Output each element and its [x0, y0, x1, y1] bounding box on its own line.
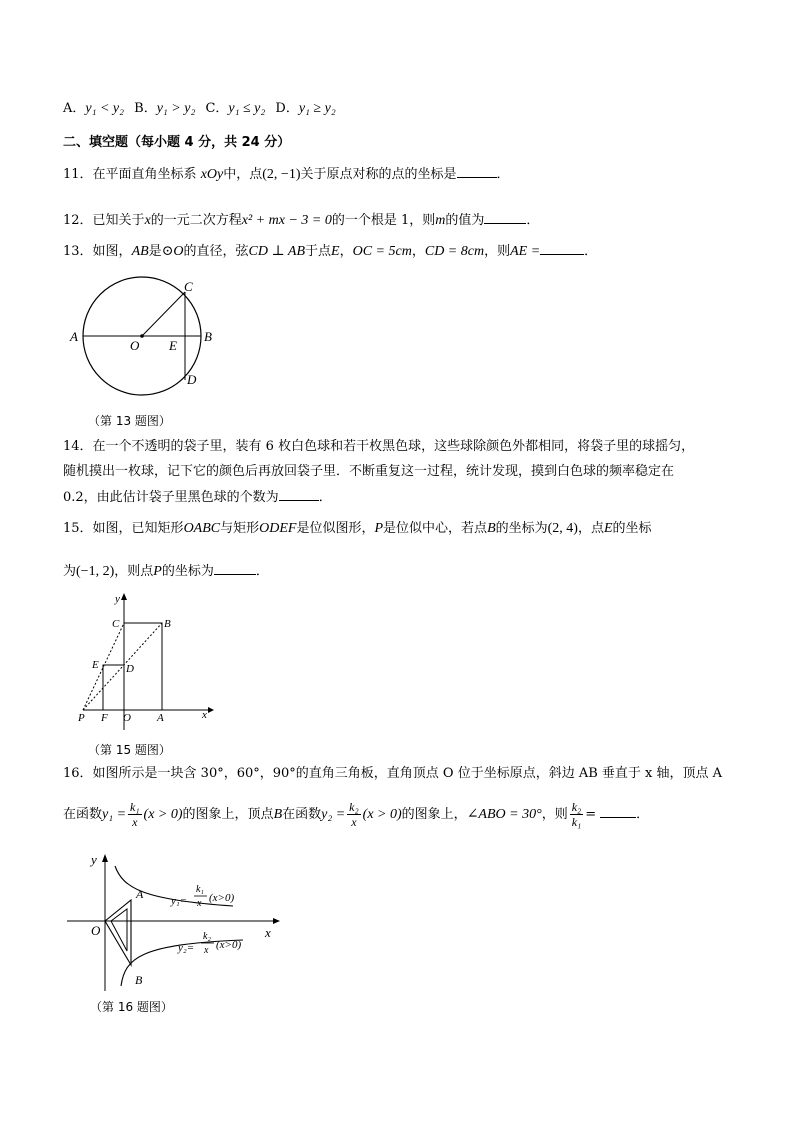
formula-cond-1: (x>0) — [209, 892, 235, 904]
q16-text: 在函数 — [282, 807, 322, 822]
q13-number: 13． — [63, 244, 93, 259]
q15-e: E — [603, 521, 613, 536]
y-axis-arrow — [121, 593, 127, 600]
option-b-label: B． — [134, 101, 157, 116]
figure-15-caption: （第 15 题图） — [88, 743, 171, 757]
formula-y1: y₁= — [171, 895, 188, 907]
q15-b: B — [487, 521, 496, 536]
q16-text: 在函数 — [63, 807, 103, 822]
q13-circle: ⊙O — [161, 244, 184, 259]
formula-k2: k₂ — [203, 931, 211, 942]
q16-y1: y₁ = — [102, 807, 127, 822]
q16-k1: k₁ — [130, 800, 140, 814]
q15-text: 的坐标 — [612, 521, 652, 536]
q13-text: 是 — [148, 244, 162, 259]
label-x: x — [202, 709, 207, 721]
q15-text: 如图，已知矩形 — [92, 521, 184, 536]
q16-k2: k₂ — [349, 800, 359, 814]
q15-text: ，则点 — [114, 564, 154, 579]
q15-b-coord: (2, 4) — [547, 521, 578, 536]
figure-13-caption: （第 13 题图） — [88, 414, 171, 428]
q15-p: P — [153, 564, 162, 579]
q15-text: 是位似图形， — [296, 521, 375, 536]
question-16-line-2 — [63, 800, 649, 830]
answer-blank[interactable] — [484, 211, 526, 224]
figure-15-rectangles — [68, 590, 218, 735]
q16-condition: (x > 0) — [143, 807, 183, 822]
label-b: B — [135, 973, 143, 987]
q16-equals: = — [585, 807, 597, 822]
q16-end: ． — [636, 807, 650, 822]
q16-fraction-2 — [347, 800, 361, 829]
figure-16-hyperbolas — [65, 848, 285, 993]
q13-text: 如图， — [92, 244, 132, 259]
answer-blank[interactable] — [279, 488, 319, 501]
q13-text: ，则 — [484, 244, 511, 259]
q13-end: ． — [584, 244, 598, 259]
label-o: O — [91, 923, 101, 938]
label-y: y — [91, 852, 97, 867]
q16-ratio-denominator: k₁ — [571, 815, 582, 829]
q15-text: ，点 — [577, 521, 604, 536]
q11-text: 关于原点对称的点的坐标是 — [300, 167, 457, 182]
q12-variable: x — [144, 213, 151, 228]
q15-p: P — [374, 521, 384, 536]
q14-text: 0.2，由此估计袋子里黑色球的个数为 — [63, 490, 279, 505]
q11-end: ． — [496, 167, 510, 182]
rect-odef — [103, 665, 124, 710]
q15-rect-2: ODEF — [259, 521, 297, 536]
q15-text: 是位似中心，若点 — [383, 521, 488, 536]
formula-x2: x — [204, 945, 209, 956]
q12-equation: x² + mx − 3 = 0 — [241, 213, 332, 228]
label-d: D — [187, 372, 197, 387]
q13-text: ， — [411, 244, 425, 259]
label-b: B — [164, 618, 171, 630]
option-c-label: C． — [205, 101, 229, 116]
label-o: O — [123, 712, 131, 724]
options-row — [63, 100, 336, 118]
question-15-line-1 — [63, 520, 652, 538]
question-14-line-3 — [63, 488, 332, 507]
q15-rect-1: OABC — [183, 521, 221, 536]
q15-text: 的坐标为 — [495, 521, 548, 536]
q11-system: xOy — [200, 167, 224, 182]
q15-end: ． — [255, 564, 269, 579]
q12-text: 的一元二次方程 — [150, 213, 242, 228]
q15-e-coord: (−1, 2) — [76, 564, 115, 579]
y-axis-arrow — [102, 854, 108, 862]
label-x: x — [265, 925, 271, 940]
label-a: A — [70, 329, 78, 344]
label-e: E — [169, 338, 177, 353]
q14-end: ． — [318, 490, 332, 505]
label-e: E — [92, 659, 99, 671]
q13-text: 于点 — [305, 244, 332, 259]
label-d: D — [126, 663, 134, 675]
center-dot — [140, 334, 144, 338]
q16-text: ，则 — [541, 807, 568, 822]
option-b-math: y₁ > y₂ — [156, 101, 196, 116]
q13-oc: OC = 5cm — [352, 244, 412, 259]
label-y: y — [115, 593, 120, 605]
q16-condition: (x > 0) — [362, 807, 402, 822]
q16-b: B — [273, 807, 283, 822]
option-c-math: y₁ ≤ y₂ — [228, 101, 266, 116]
q16-y2: y₂ = — [321, 807, 346, 822]
radius-oc — [142, 292, 185, 336]
option-a-math: y₁ < y₂ — [85, 101, 124, 116]
formula-cond-2: (x>0) — [216, 939, 242, 951]
q15-text: 为 — [63, 564, 77, 579]
q12-text: 的一个根是 1，则 — [331, 213, 436, 228]
label-a: A — [157, 712, 164, 724]
q16-text: 的图象上， — [401, 807, 467, 822]
q13-perp: CD ⊥ AB — [248, 244, 306, 259]
q16-x: x — [132, 815, 138, 829]
answer-blank[interactable] — [214, 562, 256, 575]
option-d-math: y₁ ≥ y₂ — [298, 101, 336, 116]
option-d-label: D． — [275, 101, 299, 116]
formula-x1: x — [197, 898, 202, 909]
answer-blank[interactable] — [457, 165, 497, 178]
q16-text: 的图象上，顶点 — [182, 807, 274, 822]
q16-angle: ∠ABO = 30° — [466, 807, 542, 822]
answer-blank[interactable] — [600, 805, 636, 818]
q13-text: 的直径，弦 — [183, 244, 249, 259]
q11-text: 在平面直角坐标系 — [92, 167, 197, 182]
label-c: C — [112, 618, 120, 630]
label-o: O — [130, 338, 140, 353]
q12-text: 的值为 — [445, 213, 485, 228]
formula-k1: k₁ — [196, 884, 204, 895]
figure-16-caption: （第 16 题图） — [90, 1000, 173, 1014]
q15-text: 的坐标为 — [161, 564, 214, 579]
q13-text: ， — [339, 244, 353, 259]
x-axis-arrow — [208, 707, 214, 713]
q12-m: m — [435, 213, 446, 228]
question-16-line-1: 16．如图所示是一块含 30°，60°，90°的直角三角板，直角顶点 O 位于坐标原点，斜边 AB 垂直于 x 轴，顶点 A — [63, 766, 723, 781]
question-14-line-2: 随机摸出一枚球，记下它的颜色后再放回袋子里．不断重复这一过程，统计发现，摸到白色球的频率稳定在 — [63, 464, 675, 479]
q11-point: (2, −1) — [262, 167, 301, 182]
question-11 — [63, 165, 510, 184]
q12-text: 已知关于 — [92, 213, 145, 228]
x-axis-arrow — [273, 918, 280, 924]
q11-number: 11． — [63, 167, 93, 182]
q12-number: 12． — [63, 213, 93, 228]
q13-ab: AB — [131, 244, 149, 259]
q16-fraction-1 — [128, 800, 142, 829]
q11-text: 中，点 — [223, 167, 263, 182]
q13-cd: CD = 8cm — [424, 244, 485, 259]
q12-end: ． — [526, 213, 540, 228]
q16-ratio-numerator: k₂ — [571, 800, 582, 814]
question-13 — [63, 242, 597, 261]
question-14-line-1: 14．在一个不透明的袋子里，装有 6 枚白色球和若干枚黑色球，这些球除颜色外都相同，将袋子里的球摇匀， — [63, 439, 695, 454]
question-12 — [63, 211, 539, 230]
q13-e: E — [331, 244, 340, 259]
option-a-label: A． — [63, 101, 86, 116]
q15-number: 15． — [63, 521, 93, 536]
label-b: B — [204, 329, 212, 344]
section-title: 二、填空题（每小题 4 分，共 24 分） — [63, 135, 291, 150]
label-a: A — [136, 887, 144, 901]
q16-x: x — [351, 815, 357, 829]
label-p: P — [78, 712, 85, 724]
label-c: C — [184, 279, 193, 294]
q16-ratio — [570, 800, 584, 829]
label-f: F — [101, 712, 108, 724]
q15-text: 与矩形 — [220, 521, 260, 536]
answer-blank[interactable] — [540, 242, 584, 255]
question-15-line-2 — [63, 562, 269, 581]
figure-13-circle — [60, 275, 230, 400]
formula-y2: y₂= — [178, 942, 195, 954]
q13-ae: AE = — [510, 244, 541, 259]
